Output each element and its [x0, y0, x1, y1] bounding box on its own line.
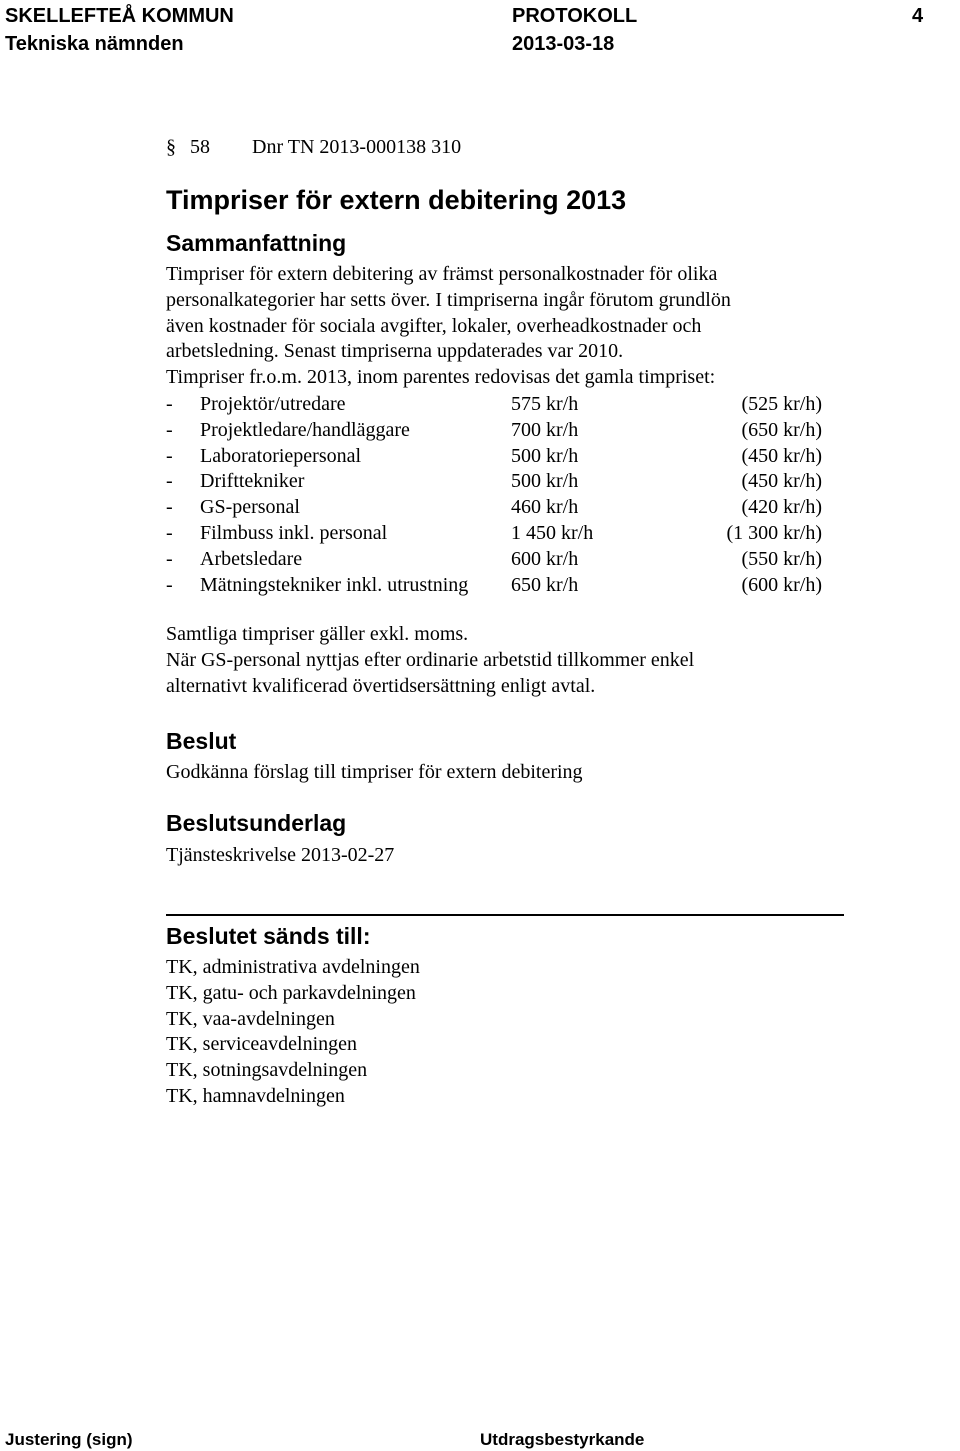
decision-text: [166, 760, 866, 786]
role-name: Laboratoriepersonal: [200, 444, 362, 467]
basis-line: Tjänsteskrivelse 2013-02-27: [166, 844, 395, 866]
recipient-item: TK, hamnavdelningen: [166, 1084, 345, 1107]
section-symbol: §: [166, 136, 176, 158]
signature-label: Justering (sign): [5, 1430, 133, 1449]
summary-line: personalkategorier har setts över. I timpriserna ingår förutom grundlön: [166, 288, 731, 311]
role-name: Arbetsledare: [200, 547, 303, 570]
section-divider: [166, 914, 844, 916]
document-title: Timpriser för extern debitering 2013: [166, 185, 627, 215]
summary-heading: Sammanfattning: [166, 230, 347, 256]
role-name: GS-personal: [200, 496, 300, 519]
recipients-heading: Beslutet sänds till:: [166, 923, 371, 949]
summary-line: Timpriser fr.o.m. 2013, inom parentes redovisas det gamla timpriset:: [166, 366, 716, 389]
price-row: [166, 495, 846, 521]
price-row-dash: -: [166, 470, 173, 493]
price-row: [166, 444, 846, 470]
notes-line: Samtliga timpriser gäller exkl. moms.: [166, 623, 469, 645]
page-number: 4: [912, 5, 924, 27]
price-row: [166, 469, 846, 495]
price-row: [166, 418, 846, 444]
document-type: PROTOKOLL: [512, 5, 638, 27]
price-row-dash: -: [166, 393, 173, 415]
previous-price: (650 kr/h): [741, 418, 822, 441]
price-row-dash: -: [166, 418, 173, 441]
previous-price: (420 kr/h): [741, 496, 822, 519]
recipient-item: TK, serviceavdelningen: [166, 1033, 358, 1056]
role-name: Filmbuss inkl. personal: [200, 521, 388, 544]
price-row-dash: -: [166, 573, 173, 596]
committee-name: Tekniska nämnden: [5, 33, 184, 55]
current-price: 600 kr/h: [511, 547, 579, 570]
role-name: Mätningstekniker inkl. utrustning: [200, 573, 469, 596]
price-row-dash: -: [166, 444, 173, 467]
role-name: Drifttekniker: [200, 470, 305, 493]
summary-line: Timpriser för extern debitering av främst personalkostnader för olika: [166, 263, 718, 285]
previous-price: (450 kr/h): [741, 444, 822, 467]
current-price: 460 kr/h: [511, 496, 579, 519]
current-price: 650 kr/h: [511, 573, 579, 596]
certification-label: Utdragsbestyrkande: [480, 1430, 645, 1449]
case-number: Dnr TN 2013-000138 310: [252, 136, 462, 158]
recipient-item: TK, sotningsavdelningen: [166, 1059, 368, 1082]
price-list: [166, 392, 846, 598]
municipality-name: SKELLEFTEÅ KOMMUN: [5, 5, 234, 27]
decision-heading: Beslut: [166, 728, 237, 754]
paragraph-number: 58: [190, 136, 210, 158]
price-row: [166, 573, 846, 599]
previous-price: (1 300 kr/h): [726, 521, 822, 544]
summary-line: även kostnader för sociala avgifter, lokaler, overheadkostnader och: [166, 314, 702, 337]
recipients-list: [166, 955, 866, 1110]
current-price: 500 kr/h: [511, 470, 579, 493]
recipient-item: TK, gatu- och parkavdelningen: [166, 981, 416, 1004]
basis-text: [166, 843, 866, 869]
summary-text: [166, 262, 866, 391]
meeting-date: 2013-03-18: [512, 33, 615, 55]
summary-line: arbetsledning. Senast timpriserna uppdaterades var 2010.: [166, 340, 624, 363]
current-price: 700 kr/h: [511, 418, 579, 441]
recipient-item: TK, administrativa avdelningen: [166, 956, 420, 978]
recipient-item: TK, vaa-avdelningen: [166, 1007, 335, 1030]
previous-price: (600 kr/h): [741, 573, 822, 596]
previous-price: (550 kr/h): [741, 547, 822, 570]
previous-price: (525 kr/h): [741, 393, 822, 415]
page-footer: [0, 1428, 960, 1451]
price-row-dash: -: [166, 521, 173, 544]
paragraph-reference: [166, 133, 461, 161]
role-name: Projektledare/handläggare: [200, 418, 410, 441]
price-row: [166, 521, 846, 547]
price-row-dash: -: [166, 547, 173, 570]
notes-line: alternativt kvalificerad övertidsersättning enligt avtal.: [166, 674, 596, 697]
current-price: 1 450 kr/h: [511, 521, 594, 544]
current-price: 575 kr/h: [511, 393, 579, 415]
page-header: [0, 0, 960, 60]
basis-heading: Beslutsunderlag: [166, 810, 347, 836]
decision-line: Godkänna förslag till timpriser för extern debitering: [166, 761, 583, 783]
current-price: 500 kr/h: [511, 444, 579, 467]
price-row: [166, 547, 846, 573]
price-row: [166, 392, 846, 418]
notes-text: [166, 622, 866, 699]
previous-price: (450 kr/h): [741, 470, 822, 493]
notes-line: När GS-personal nyttjas efter ordinarie arbetstid tillkommer enkel: [166, 648, 695, 671]
price-row-dash: -: [166, 496, 173, 519]
role-name: Projektör/utredare: [200, 393, 346, 415]
